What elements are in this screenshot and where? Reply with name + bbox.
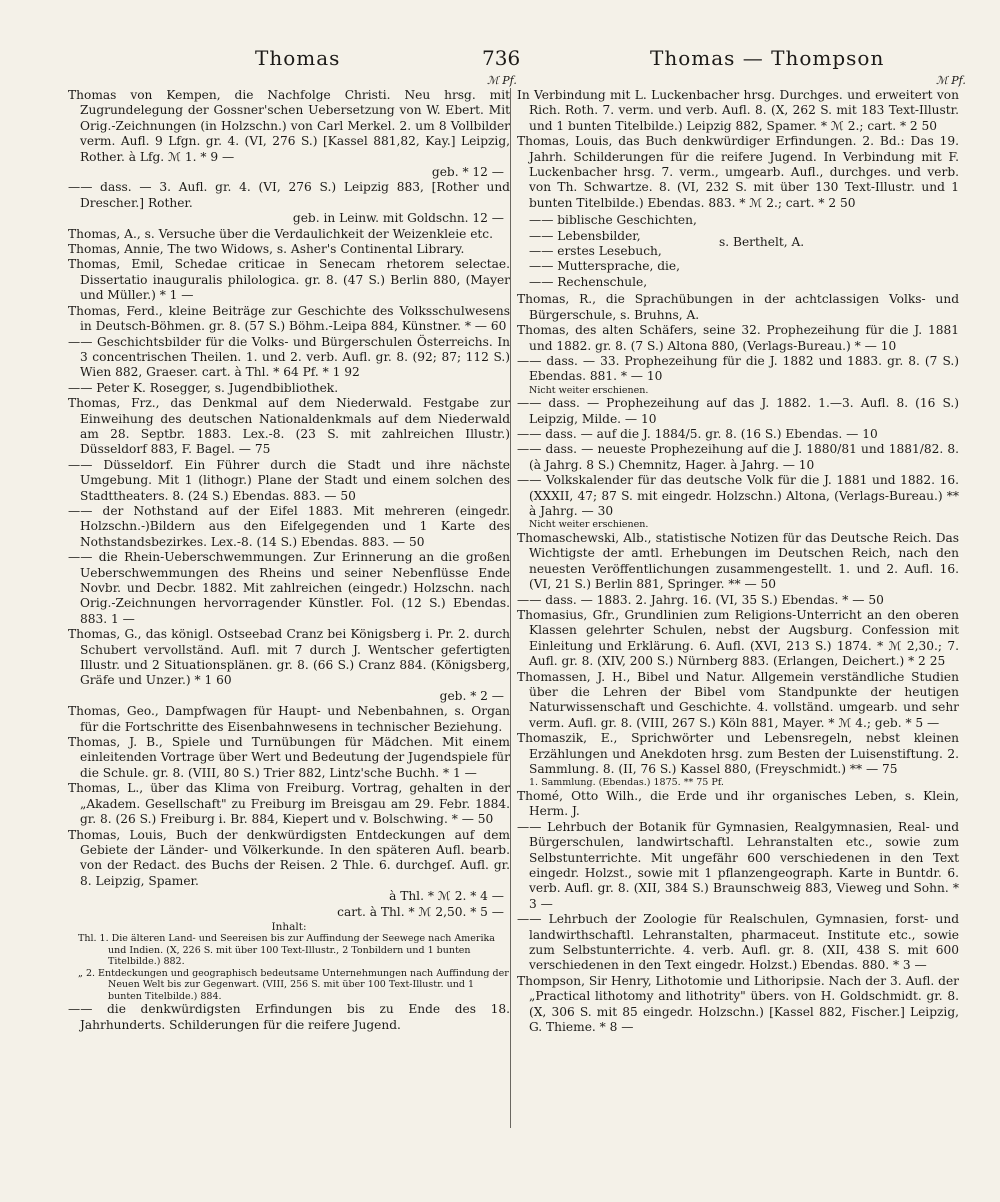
contents-item: „ 2. Entdeckungen und geographisch bedeutsame Unternehmungen nach Auffindung der Neuen Welt bis zur Gegenwart. (VIII, 256 S. mit über 100 Text-Illustr. und 1 bunten Titelbilde.) 884. [78,967,509,1002]
catalog-entry: cart. à Thl. * ℳ 2,50. * 5 — [337,904,504,919]
price-unit-left: ℳ Pf. [487,74,517,87]
catalog-entry: geb. in Leinw. mit Goldschn. 12 — [292,211,504,226]
bracket-item: —— Rechenschule, [529,274,648,289]
catalog-entry: Thomassen, J. H., Bibel und Natur. Allgemein verständliche Studien über die Lehren der Bibel vom Standpunkte der heutigen Naturwissenschaft und Geschichte. 4. vollständ. umgearb. und sehr verm. Aufl. gr. 8. (VIII, 267 S.) Köln 881, Mayer. * ℳ 4.; geb. * 5 — [517,669,959,730]
catalog-entry: —— Geschichtsbilder für die Volks- und Bürgerschulen Österreichs. In 3 concentrischen Theilen. 1. und 2. verb. Aufl. gr. 8. (92; 87; 112 S.) Wien 882, Graeser. cart. à Thl. * 64 Pf. * 1 92 [68,334,510,380]
catalog-entry: —— Volkskalender für das deutsche Volk für die J. 1881 und 1882. 16. (XXXII, 47; 87 S. mit eingedr. Holzschn.) Altona, (Verlags-Bureau.) ** à Jahrg. — 30 [517,473,959,519]
catalog-entry: geb. * 2 — [439,688,504,703]
catalog-entry: —— der Nothstand auf der Eifel 1883. Mit mehreren (eingedr. Holzschn.-)Bildern aus den Eifelgegenden und 1 Karte des Nothstandsbezirkes. Lex.-8. (14 S.) Ebendas. 883. — 50 [68,503,510,549]
catalog-entry: Thomaszik, E., Sprichwörter und Lebensregeln, nebst kleinen Erzählungen und Anekdoten hrsg. zum Besten der Luisenstiftung. 2. Sammlung. 8. (II, 76 S.) Kassel 880, (Freyschmidt.) ** — 75 [517,731,959,777]
catalog-entry: —— dass. — 1883. 2. Jahrg. 16. (VI, 35 S.) Ebendas. * — 50 [517,592,884,607]
catalog-entry: —— Lehrbuch der Zoologie für Realschulen, Gymnasien, forst- und landwirthschaftl. Lehranstalten, pharmaceut. Institute etc., sowie zum Selbstunterrichte. 4. verb. Aufl. gr. 8. (XII, 438 S. mit 600 verschiedenen in den Text eingedr. Holzst.) Ebendas. 880. * 3 — [517,912,959,973]
catalog-entry: —— dass. — Prophezeihung auf das J. 1882. 1.—3. Aufl. 8. (16 S.) Leipzig, Milde. — 10 [517,396,959,426]
bracket-item: —— erstes Lesebuch, [529,244,662,259]
catalog-entry: In Verbindung mit L. Luckenbacher hrsg. Durchges. und erweitert von Rich. Roth. 7. verm. und verb. Aufl. 8. (X, 262 S. mit 183 Text-Illustr. und 1 bunten Titelbilde.) Leipzig 882, Spamer. * ℳ 2.; cart. * 2 50 [517,88,959,133]
bracket-group [529,213,959,290]
catalog-entry: —— dass. — neueste Prophezeihung auf die J. 1880/81 und 1881/82. 8. (à Jahrg. 8 S.) Chemnitz, Hager. à Jahrg. — 10 [517,442,959,472]
note: Nicht weiter erschienen. [529,384,649,396]
catalog-entry: —— dass. — auf die J. 1884/5. gr. 8. (16 S.) Ebendas. — 10 [517,427,878,442]
catalog-entry: Thomas, Louis, Buch der denkwürdigsten Entdeckungen auf dem Gebiete der Länder- und Völkerkunde. In den späteren Aufl. bearb. von der Redact. des Buchs der Reisen. 2 Thle. 6. durchgeſ. Aufl. gr. 8. Leipzig, Spamer. [68,827,510,888]
bracket-item: —— Lebensbilder, [529,228,641,243]
catalog-entry: à Thl. * ℳ 2. * 4 — [389,889,504,904]
catalog-entry: Thomas, Louis, das Buch denkwürdiger Erfindungen. 2. Bd.: Das 19. Jahrh. Schilderungen für die reifere Jugend. In Verbindung mit F. Luckenbacher hrsg. 7. verm., umgearb. Aufl., durchges. und verb. von Th. Schwartze. 8. (VI, 232 S. mit über 130 Text-Illustr. und 1 bunten Titelbilde.) Ebendas. 883. * ℳ 2.; cart. * 2 50 [517,134,959,210]
catalog-entry: Thomas, L., über das Klima von Freiburg. Vortrag, gehalten in der „Akadem. Gesellschaft" zu Freiburg im Breisgau am 29. Febr. 1884. gr. 8. (26 S.) Freiburg i. Br. 884, Kiepert und v. Bolschwing. * — 50 [68,781,510,827]
note: Nicht weiter erschienen. [529,519,649,531]
catalog-entry: Thomas, Geo., Dampfwagen für Haupt- und Nebenbahnen, s. Organ für die Fortschritte des Eisenbahnwesens in technischer Beziehung. [68,704,510,734]
catalog-entry: Thomas, A., s. Versuche über die Verdaulichkeit der Weizenkleie etc. [68,226,494,241]
bracket-item: —— Muttersprache, die, [529,259,680,274]
catalog-entry: —— die Rhein-Ueberschwemmungen. Zur Erinnerung an die großen Ueberschwemmungen des Rheins und seiner Nebenflüsse Ende Novbr. und Decbr. 1882. Mit zahlreichen (eingedr.) Holzschn. nach Orig.-Zeichnungen hervorragender Künstler. Fol. (12 S.) Ebendas. 883. 1 — [68,550,510,626]
catalog-entry: Thomaschewski, Alb., statistische Notizen für das Deutsche Reich. Das Wichtigste der amtl. Erhebungen im Deutschen Reich, nach den neuesten Veröffentlichungen zusammengestellt. 1. und 2. Aufl. 16. (VI, 21 S.) Berlin 881, Springer. ** — 50 [517,530,959,592]
catalog-entry: Thomas, J. B., Spiele und Turnübungen für Mädchen. Mit einem einleitenden Vortrage über Wert und Bedeutung der Jugendspiele für die Schule. gr. 8. (VIII, 80 S.) Trier 882, Lintz'sche Buchh. * 1 — [68,735,510,780]
catalog-entry: Thomas, Ferd., kleine Beiträge zur Geschichte des Volksschulwesens in Deutsch-Böhmen. gr. 8. (57 S.) Böhm.-Leipa 884, Künstner. * — 60 [68,303,510,334]
contents-title: Inhalt: [271,920,307,933]
catalog-entry: Thomé, Otto Wilh., die Erde und ihr organisches Leben, s. Klein, Herm. J. [517,788,959,819]
note: 1. Sammlung. (Ebendas.) 1875. ** 75 Pf. [529,777,724,789]
catalog-entry: —— dass. — 33. Prophezeihung für die J. 1882 und 1883. gr. 8. (7 S.) Ebendas. 881. * — 10 [517,353,959,384]
right-column [517,88,959,1035]
catalog-entry: Thompson, Sir Henry, Lithotomie und Lithoripsie. Nach der 3. Aufl. der „Practical lithotomy and lithotrity" übers. von H. Goldschmidt. gr. 8. (X, 306 S. mit 85 eingedr. Holzschn.) [Kassel 882, Fischer.] Leipzig, G. Thieme. * 8 — [517,973,959,1035]
catalog-entry: Thomas, Frz., das Denkmal auf dem Niederwald. Festgabe zur Einweihung des deutschen Nationaldenkmals auf dem Niederwald am 28. Septbr. 1883. Lex.-8. (23 S. mit zahlreichen Illustr.) Düsseldorf 883, F. Bagel. — 75 [68,396,510,457]
contents-item: Thl. 1. Die älteren Land- und Seereisen bis zur Auffindung der Seewege nach Amerika und Indien. (X, 226 S. mit über 100 Text-Illustr., 2 Tonbildern und 1 bunten Titelbilde.) 882. [78,933,495,968]
catalog-entry: —— Düsseldorf. Ein Führer durch die Stadt und ihre nächste Umgebung. Mit 1 (lithogr.) Plane der Stadt und einem solchen des Stadttheaters. 8. (24 S.) Ebendas. 883. — 50 [68,457,510,503]
header-right: Thomas — Thompson [650,46,885,70]
catalog-entry: Thomas, G., das königl. Ostseebad Cranz bei Königsberg i. Pr. 2. durch Schubert vervollständ. Aufl. mit 7 durch J. Wentscher gefertigten Illustr. und 2 Situationsplänen. gr. 8. (66 S.) Cranz 884. (Königsberg, Gräfe und Unzer.) * 1 60 [68,627,510,688]
left-column [68,88,510,1033]
catalog-entry: geb. * 12 — [431,165,504,180]
bracket-reference: s. Berthelt, A. [719,235,805,250]
catalog-entry: Thomas, Annie, The two Widows, s. Asher's Continental Library. [68,242,465,257]
bracket-item: —— biblische Geschichten, [529,213,697,228]
catalog-entry: —— die denkwürdigsten Erfindungen bis zu Ende des 18. Jahrhunderts. Schilderungen für die reifere Jugend. [68,1002,510,1032]
catalog-entry: —— Peter K. Rosegger, s. Jugendbibliothek. [68,380,339,395]
catalog-entry: Thomas von Kempen, die Nachfolge Christi. Neu hrsg. mit Zugrundelegung der Gossner'schen Uebersetzung von W. Ebert. Mit Orig.-Zeichnungen (in Holzschn.) von Carl Merkel. 2. um 8 Vollbilder verm. Aufl. 9 Lfgn. gr. 4. (VI, 276 S.) [Kassel 881,82, Kay.] Leipzig, Rother. à Lfg. ℳ 1. * 9 — [68,88,510,164]
price-unit-right: ℳ Pf. [936,74,966,87]
catalog-entry: Thomas, R., die Sprachübungen in der achtclassigen Volks- und Bürgerschule, s. Bruhns, A. [517,292,959,322]
catalog-entry: Thomas, des alten Schäfers, seine 32. Prophezeihung für die J. 1881 und 1882. gr. 8. (7 S.) Altona 880, (Verlags-Bureau.) * — 10 [517,323,959,353]
catalog-entry: Thomas, Emil, Schedae criticae in Senecam rhetorem selectae. Dissertatio inauguralis philologica. gr. 8. (47 S.) Berlin 880, (Mayer und Müller.) * 1 — [68,257,510,303]
catalog-entry: —— dass. — 3. Aufl. gr. 4. (VI, 276 S.) Leipzig 883, [Rother und Drescher.] Rother. [68,180,510,210]
catalog-entry: Thomasius, Gfr., Grundlinien zum Religions-Unterricht an den oberen Klassen gelehrter Schulen, nebst der Augsburg. Confession mit Einleitung und Erklärung. 6. Aufl. (XVI, 213 S.) 1874. * ℳ 2,30.; 7. Aufl. gr. 8. (XIV, 200 S.) Nürnberg 883. (Erlangen, Deichert.) * 2 25 [517,608,959,669]
catalog-entry: —— Lehrbuch der Botanik für Gymnasien, Realgymnasien, Real- und Bürgerschulen, landwirtschaftl. Lehranstalten etc., sowie zum Selbstunterrichte. Mit ungefähr 600 verschiedenen in den Text eingedr. Holzst., sowie mit 1 pflanzengeograph. Karte in Buntdr. 6. verb. Aufl. gr. 8. (XII, 384 S.) Braunschweig 883, Vieweg und Sohn. * 3 — [517,819,959,911]
column-divider [510,88,511,1128]
header-left: Thomas [255,46,341,70]
page-number: 736 [482,46,521,70]
